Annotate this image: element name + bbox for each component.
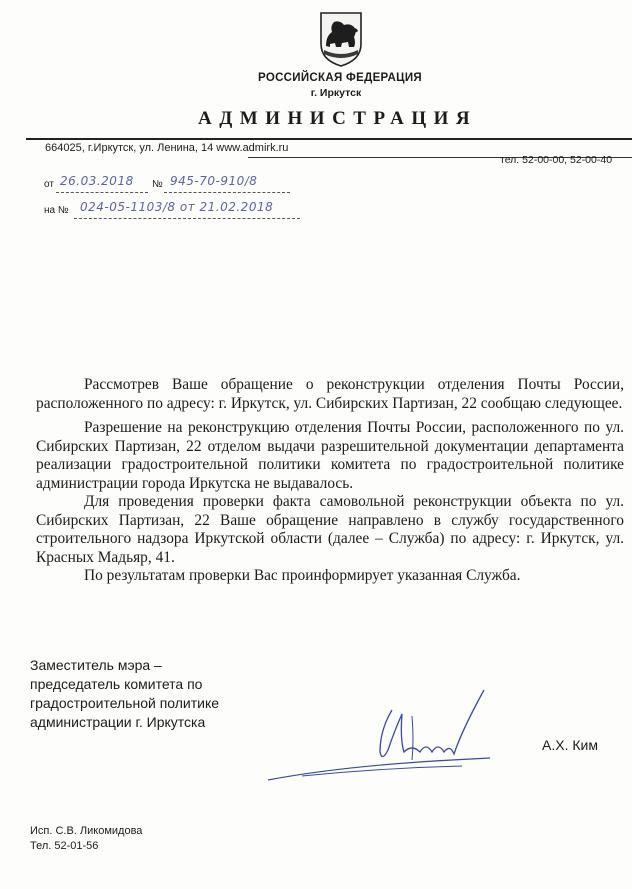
position-line: председатель комитета по xyxy=(30,676,203,692)
body-paragraph: По результатам проверки Вас проинформирует указанная Служба. xyxy=(84,567,521,584)
city-name: г. Иркутск xyxy=(310,87,362,99)
executor-name: Исп. С.В. Ликомидова xyxy=(30,825,143,837)
signatory-position xyxy=(30,656,219,732)
number-label: № xyxy=(152,179,163,190)
page-title: АДМИНИСТРАЦИЯ xyxy=(198,108,478,129)
position-line: администрации г. Иркутска xyxy=(30,714,206,730)
body-paragraph: Рассмотрев Ваше обращение о реконструкции отделения Почты России, расположенного по адресу: г. Иркутск, ул. Сибирских Партизан, 22 сообщаю следующее. xyxy=(36,376,624,412)
reply-underline xyxy=(74,218,300,219)
signer-name: А.Х. Ким xyxy=(542,737,598,753)
position-line: градостроительной политике xyxy=(30,695,220,711)
irkutsk-coat-of-arms-icon xyxy=(318,10,364,68)
date-underline xyxy=(56,192,148,193)
reply-label: на № xyxy=(44,205,69,216)
body-paragraph: Для проведения проверки факта самовольной реконструкции объекта по ул. Сибирских Партизан, 22 Ваше обращение направлено в службу государственного строительного надзора Иркутской области (далее – Служба) по адресу: г. Иркутск, ул. Красных Мадьяр, 41. xyxy=(36,493,624,566)
position-line: Заместитель мэра – xyxy=(30,657,162,673)
letter-body xyxy=(36,376,624,586)
sender-address: 664025, г.Иркутск, ул. Ленина, 14 www.admirk.ru xyxy=(45,142,289,154)
handwritten-signature xyxy=(262,670,492,790)
number-underline xyxy=(164,192,290,193)
reply-reference: 024-05-1103/8 от 21.02.2018 xyxy=(80,200,274,214)
country-name: РОССИЙСКАЯ ФЕДЕРАЦИЯ xyxy=(258,72,422,84)
header-rule xyxy=(26,138,632,140)
body-paragraph: Разрешение на реконструкцию отделения Почты России, расположенного по ул. Сибирских Партизан, 22 отделом выдачи разрешительной документации департамента реализации градостроительной политики комитета по градостроительной политике администрации города Иркутска не выдавалось. xyxy=(36,419,624,492)
letter-date: 26.03.2018 xyxy=(60,174,134,188)
letter-number: 945-70-910/8 xyxy=(170,174,258,188)
executor-phone: Тел. 52-01-56 xyxy=(30,840,99,852)
date-label: от xyxy=(44,179,54,190)
sender-phone: тел. 52-00-00, 52-00-40 xyxy=(500,154,613,166)
